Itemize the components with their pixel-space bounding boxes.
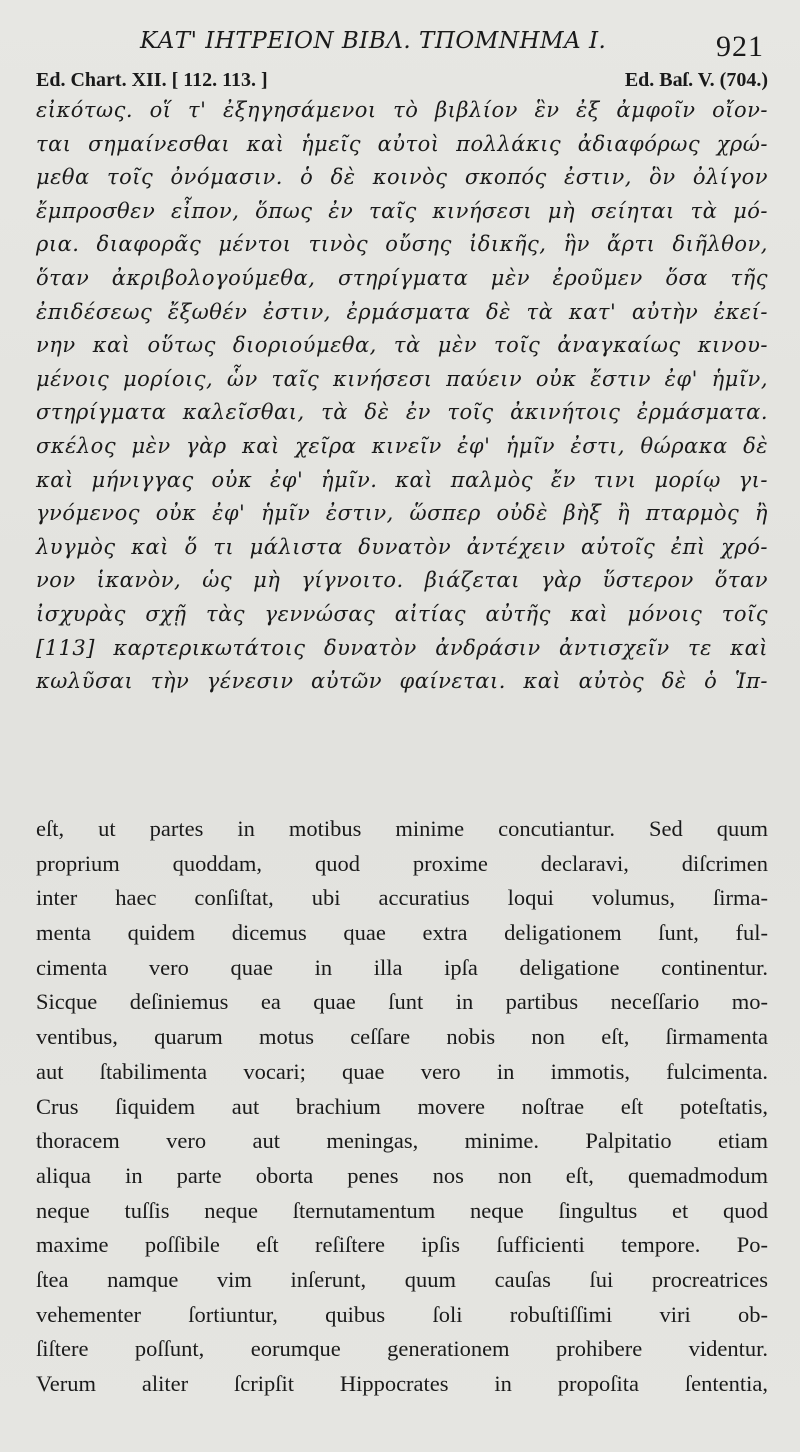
latin-text-block	[36, 812, 768, 1402]
greek-text-line: ἔμπροσθεν εἶπον, ὅπως ἐν ταῖς κινήσεσι μὴ σείηται τὰ μό-	[36, 198, 768, 223]
greek-text-line: λυγμὸς καὶ ὅ τι μάλιστα δυνατὸν ἀντέχειν αὐτοῖς ἐπὶ χρό-	[36, 534, 768, 559]
page-number: 921	[716, 30, 764, 63]
greek-text-line: σκέλος μὲν γὰρ καὶ χεῖρα κινεῖν ἐφ' ἡμῖν ἐστι, θώρακα δὲ	[36, 433, 768, 458]
greek-text-line: [113] καρτερικωτάτοις δυνατὸν ἀνδράσιν ἀντισχεῖν τε καὶ	[36, 635, 768, 660]
running-head	[0, 28, 800, 64]
edition-reference-right: Ed. Baſ. V. (704.)	[624, 69, 768, 91]
latin-text-line: ſiſtere poſſunt, eorumque generationem prohibere videntur.	[36, 1336, 768, 1362]
latin-text-line: eſt, ut partes in motibus minime concutiantur. Sed quum	[36, 816, 768, 841]
latin-text-line: maxime poſſibile eſt reſiſtere ipſis ſufficienti tempore. Po-	[36, 1232, 768, 1258]
greek-text-line: ὅταν ἀκριβολογούμεθα, στηρίγματα μὲν ἐροῦμεν ὅσα τῆς	[36, 265, 768, 290]
latin-text-line: proprium quoddam, quod proxime declaravi, diſcrimen	[36, 850, 768, 876]
latin-text-line: Crus ſiquidem aut brachium movere noſtrae eſt poteſtatis,	[36, 1093, 768, 1119]
latin-text-line: vehementer ſortiuntur, quibus ſoli robuſtiſſimi viri ob-	[36, 1301, 768, 1327]
greek-text-line: γνόμενος οὐκ ἐφ' ἡμῖν ἐστιν, ὥσπερ οὐδὲ βὴξ ἢ πταρμὸς ἢ	[36, 501, 768, 526]
greek-text-line: κωλῦσαι τὴν γένεσιν αὐτῶν φαίνεται. καὶ αὐτὸς δὲ ὁ Ἱπ-	[36, 669, 768, 694]
greek-text-line: ἐπιδέσεως ἔξωθέν ἐστιν, ἐρμάσματα δὲ τὰ κατ' αὐτὴν ἐκεί-	[36, 299, 768, 324]
greek-text-line: νην καὶ οὕτως διοριούμεθα, τὰ μὲν τοῖς ἀναγκαίως κινου-	[36, 333, 768, 358]
latin-text-line: Verum aliter ſcripſit Hippocrates in propoſita ſententia,	[36, 1371, 768, 1396]
latin-text-line: aut ſtabilimenta vocari; quae vero in immotis, fulcimenta.	[36, 1058, 768, 1084]
greek-text-line: εἰκότως. οἵ τ' ἐξηγησάμενοι τὸ βιβλίον ἓν ἐξ ἀμφοῖν οἴον-	[36, 98, 768, 122]
greek-text-line: μεθα τοῖς ὀνόμασιν. ὁ δὲ κοινὸς σκοπός ἐστιν, ὃν ὀλίγον	[36, 165, 768, 190]
greek-text-block	[36, 94, 768, 699]
greek-text-line: ρια. διαφορᾶς μέντοι τινὸς οὔσης ἰδικῆς, ἣν ἄρτι διῆλθον,	[36, 232, 768, 257]
latin-text-line: inter haec conſiſtat, ubi accuratius loqui volumus, ſirma-	[36, 885, 768, 911]
latin-text-line: menta quidem dicemus quae extra deligationem ſunt, ful-	[36, 920, 768, 946]
latin-text-line: cimenta vero quae in illa ipſa deligatione continentur.	[36, 954, 768, 980]
greek-text-line: στηρίγματα καλεῖσθαι, τὰ δὲ ἐν τοῖς ἀκινήτοις ἐρμάσματα.	[36, 400, 768, 425]
latin-text-line: Sicque deſiniemus ea quae ſunt in partibus neceſſario mo-	[36, 989, 768, 1015]
greek-text-line: νον ἱκανὸν, ὡς μὴ γίγνοιτο. βιάζεται γὰρ ὕστερον ὅταν	[36, 568, 768, 593]
greek-text-line: καὶ μήνιγγας οὐκ ἐφ' ἡμῖν. καὶ παλμὸς ἔν τινι μορίῳ γι-	[36, 467, 768, 492]
greek-text-line: ἰσχυρὰς σχῇ τὰς γεννώσας αἰτίας αὐτῆς καὶ μόνοις τοῖς	[36, 601, 768, 626]
greek-text-line: ται σημαίνεσθαι καὶ ἡμεῖς αὐτοὶ πολλάκις ἀδιαφόρως χρώ-	[36, 131, 768, 156]
latin-text-line: neque tuſſis neque ſternutamentum neque ſingultus et quod	[36, 1197, 768, 1223]
latin-text-line: ſtea namque vim inſerunt, quum cauſas ſui procreatrices	[36, 1266, 768, 1292]
latin-text-line: thoracem vero aut meningas, minime. Palpitatio etiam	[36, 1128, 768, 1154]
running-title: ΚΑΤ' ΙΗΤΡΕΙΟΝ ΒΙΒΛ. ΤΠΟΜΝΗΜΑ Ι.	[140, 28, 607, 54]
edition-reference-line	[36, 69, 768, 95]
latin-text-line: aliqua in parte oborta penes nos non eſt, quemadmodum	[36, 1162, 768, 1188]
edition-reference-left: Ed. Chart. XII. [ 112. 113. ]	[36, 69, 268, 91]
latin-text-line: ventibus, quarum motus ceſſare nobis non eſt, ſirmamenta	[36, 1024, 768, 1050]
greek-text-line: μένοις μορίοις, ὧν ταῖς κινήσεσι παύειν οὐκ ἔστιν ἐφ' ἡμῖν,	[36, 366, 768, 391]
